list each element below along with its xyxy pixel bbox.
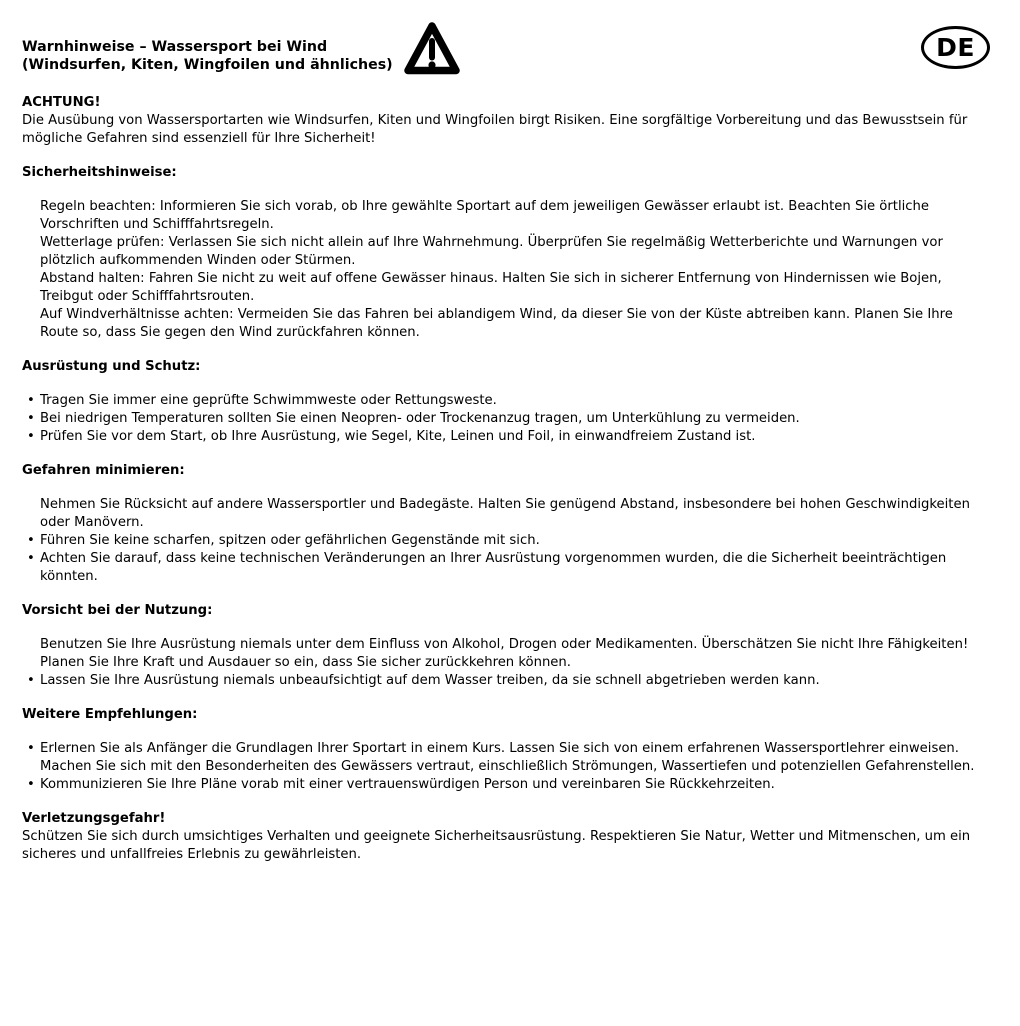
list-item xyxy=(22,636,990,672)
section-heading: Verletzungsgefahr! xyxy=(22,811,166,826)
section-heading: Sicherheitshinweise: xyxy=(22,165,177,180)
sections-container xyxy=(22,94,1006,864)
section-2 xyxy=(22,358,1006,446)
list-item xyxy=(22,776,990,794)
list-item xyxy=(22,428,990,446)
list-item xyxy=(22,270,990,306)
list-item-text: Bei niedrigen Temperaturen sollten Sie einen Neopren- oder Trockenanzug tragen, um Unterkühlung zu vermeiden. xyxy=(40,411,800,426)
list-item-text: Auf Windverhältnisse achten: Vermeiden Sie das Fahren bei ablandigem Wind, da dieser Sie von der Küste abtreiben kann. Planen Sie Ihre Route so, dass Sie gegen den Wind zurückfahren können. xyxy=(40,307,953,340)
list-item-text: Achten Sie darauf, dass keine technischen Veränderungen an Ihrer Ausrüstung vorgenommen wurden, die die Sicherheit beeinträchtigen könnten. xyxy=(40,551,947,584)
list-item xyxy=(22,740,990,758)
section-items xyxy=(22,740,990,794)
list-item xyxy=(22,112,974,148)
list-item-text: Nehmen Sie Rücksicht auf andere Wassersportler und Badegäste. Halten Sie genügend Abstand, insbesondere bei hohen Geschwindigkeiten oder Manövern. xyxy=(40,497,970,530)
page-title xyxy=(22,38,422,74)
section-4 xyxy=(22,602,1006,690)
bullet-icon: • xyxy=(27,777,35,792)
section-items xyxy=(22,112,974,148)
section-heading: Vorsicht bei der Nutzung: xyxy=(22,603,213,618)
list-item xyxy=(22,828,974,864)
list-item xyxy=(22,496,990,532)
section-5 xyxy=(22,706,1006,794)
bullet-icon: • xyxy=(27,673,35,688)
list-item xyxy=(22,198,990,234)
section-items xyxy=(22,828,974,864)
list-item-text: Wetterlage prüfen: Verlassen Sie sich nicht allein auf Ihre Wahrnehmung. Überprüfen Sie regelmäßig Wetterberichte und Warnungen vor plötzlich aufkommenden Winden oder Stürmen. xyxy=(40,235,943,268)
list-item-text: Benutzen Sie Ihre Ausrüstung niemals unter dem Einfluss von Alkohol, Drogen oder Medikamenten. Überschätzen Sie nicht Ihre Fähigkeiten! Planen Sie Ihre Kraft und Ausdauer so ein, dass Sie sicher zurückkehren können. xyxy=(40,637,969,670)
list-item-text: Führen Sie keine scharfen, spitzen oder gefährlichen Gegenstände mit sich. xyxy=(40,533,540,548)
list-item-text: Erlernen Sie als Anfänger die Grundlagen Ihrer Sportart in einem Kurs. Lassen Sie sich von einem erfahrenen Wassersportlehrer einweisen. xyxy=(40,741,959,756)
list-item-text: Schützen Sie sich durch umsichtiges Verhalten und geeignete Sicherheitsausrüstung. Respektieren Sie Natur, Wetter und Mitmenschen, um ein sicheres und unfallfreies Erlebnis zu gewährleisten. xyxy=(22,829,971,862)
list-item xyxy=(22,672,990,690)
title-line-2: (Windsurfen, Kiten, Wingfoilen und ähnliches) xyxy=(22,57,393,73)
list-item-text: Kommunizieren Sie Ihre Pläne vorab mit einer vertrauenswürdigen Person und vereinbaren Sie Rückkehrzeiten. xyxy=(40,777,775,792)
section-items xyxy=(22,198,990,342)
section-items xyxy=(22,496,990,586)
section-heading: ACHTUNG! xyxy=(22,95,101,110)
warning-triangle-icon xyxy=(403,21,461,77)
list-item xyxy=(22,234,990,270)
list-item xyxy=(22,410,990,428)
section-heading: Weitere Empfehlungen: xyxy=(22,707,198,722)
section-items xyxy=(22,392,990,446)
bullet-icon: • xyxy=(27,533,35,548)
section-3 xyxy=(22,462,1006,586)
list-item-text: Lassen Sie Ihre Ausrüstung niemals unbeaufsichtigt auf dem Wasser treiben, da sie schnell abgetrieben werden kann. xyxy=(40,673,820,688)
bullet-icon: • xyxy=(27,393,35,408)
section-heading: Gefahren minimieren: xyxy=(22,463,185,478)
document-header xyxy=(22,32,1006,74)
bullet-icon: • xyxy=(27,429,35,444)
section-items xyxy=(22,636,990,690)
section-6 xyxy=(22,810,1006,864)
list-item-text: Machen Sie sich mit den Besonderheiten des Gewässers vertraut, einschließlich Strömungen, Wassertiefen und potenziellen Gefahrenstellen. xyxy=(40,759,975,774)
list-item-text: Prüfen Sie vor dem Start, ob Ihre Ausrüstung, wie Segel, Kite, Leinen und Foil, in einwandfreiem Zustand ist. xyxy=(40,429,756,444)
bullet-icon: • xyxy=(27,551,35,566)
list-item xyxy=(22,532,990,550)
language-badge xyxy=(921,26,990,69)
list-item xyxy=(22,758,990,776)
list-item-text: Abstand halten: Fahren Sie nicht zu weit auf offene Gewässer hinaus. Halten Sie sich in sicherer Entfernung von Hindernissen wie Bojen, Treibgut oder Schifffahrtsrouten. xyxy=(40,271,942,304)
title-line-1: Warnhinweise – Wassersport bei Wind xyxy=(22,39,328,55)
bullet-icon: • xyxy=(27,741,35,756)
list-item xyxy=(22,392,990,410)
section-0 xyxy=(22,94,1006,148)
list-item xyxy=(22,306,990,342)
bullet-icon: • xyxy=(27,411,35,426)
list-item-text: Regeln beachten: Informieren Sie sich vorab, ob Ihre gewählte Sportart auf dem jeweiligen Gewässer erlaubt ist. Beachten Sie örtliche Vorschriften und Schifffahrtsregeln. xyxy=(40,199,930,232)
language-badge-label: DE xyxy=(936,32,975,62)
list-item xyxy=(22,550,990,586)
section-heading: Ausrüstung und Schutz: xyxy=(22,359,201,374)
section-1 xyxy=(22,164,1006,342)
list-item-text: Tragen Sie immer eine geprüfte Schwimmweste oder Rettungsweste. xyxy=(40,393,497,408)
list-item-text: Die Ausübung von Wassersportarten wie Windsurfen, Kiten und Wingfoilen birgt Risiken. Eine sorgfältige Vorbereitung und das Bewusstsein für mögliche Gefahren sind essenziell für Ihre Sicherheit! xyxy=(22,113,968,146)
